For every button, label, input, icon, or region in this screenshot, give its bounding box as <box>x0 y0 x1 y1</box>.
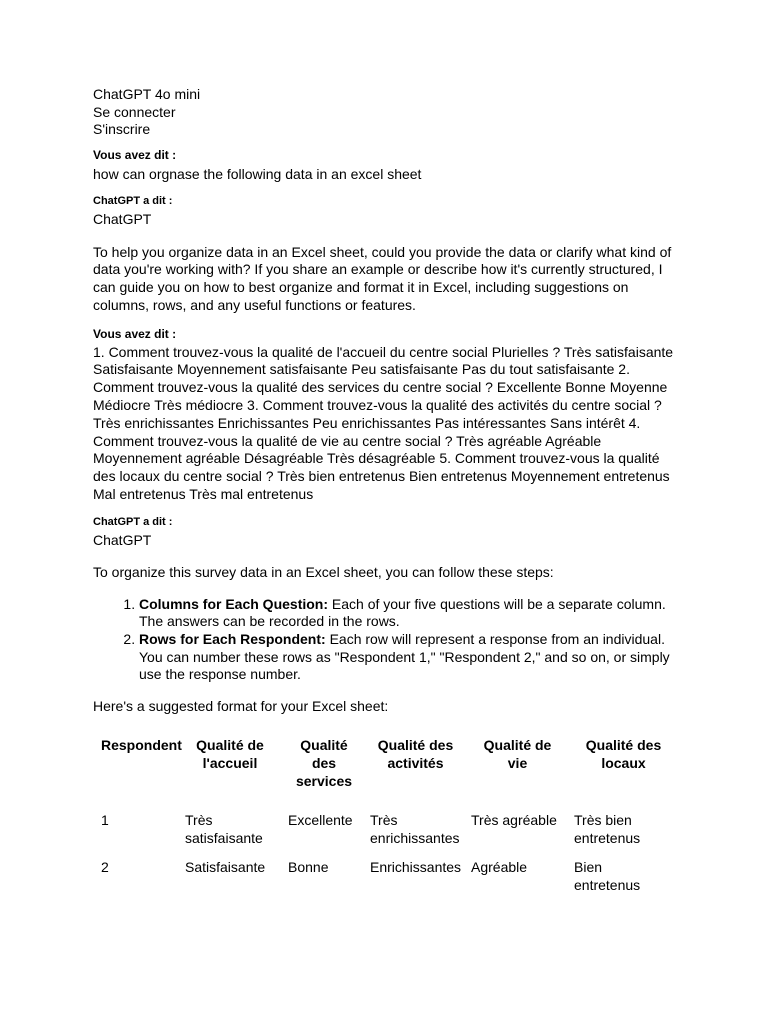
column-header: Qualité des activités <box>377 737 454 771</box>
table-cell: Très bien entretenus <box>574 812 641 846</box>
assistant-label: ChatGPT a dit : <box>93 195 173 207</box>
step-text: Each of your five questions will be a separate column. The answers can be recorded in the rows. <box>139 595 666 630</box>
survey-table <box>93 737 678 894</box>
table-cell: Agréable <box>471 859 528 876</box>
column-header: Qualité de l'accueil <box>196 737 264 771</box>
table-cell: Très agréable <box>471 812 557 829</box>
table-cell: Très satisfaisante <box>185 812 263 846</box>
user-label: Vous avez dit : <box>93 147 177 162</box>
table-cell: 1 <box>101 812 109 829</box>
table-row <box>93 847 678 894</box>
user-message: how can orgnase the following data in an excel sheet <box>93 165 422 182</box>
table-cell: Satisfaisante <box>185 859 266 876</box>
assistant-intro: To organize this survey data in an Excel sheet, you can follow these steps: <box>93 564 554 581</box>
column-header: Respondent <box>101 737 182 754</box>
assistant-message: To help you organize data in an Excel sheet, could you provide the data or clarify what kind of data you're working with? If you share an example or describe how it's currently structured, I can guide you on how to best organize and format it in Excel, including suggestions on columns, rows, and any useful functions or features. <box>93 243 672 313</box>
signup-link[interactable]: S'inscrire <box>93 121 151 137</box>
assistant-label: ChatGPT a dit : <box>93 515 173 528</box>
list-item <box>139 596 683 631</box>
assistant-name: ChatGPT <box>93 211 152 227</box>
list-item <box>139 631 683 684</box>
table-header-row <box>93 737 678 790</box>
table-cell: Enrichissantes <box>370 859 462 876</box>
table-row <box>93 790 678 847</box>
steps-list <box>93 596 683 684</box>
user-label: Vous avez dit : <box>93 326 177 341</box>
step-text: Each row will represent a response from an individual. You can number these rows as "Respondent 1," "Respondent 2," and so on, or simply use the response number. <box>139 631 670 683</box>
login-link[interactable]: Se connecter <box>93 103 176 120</box>
table-cell: Bonne <box>288 859 329 876</box>
column-header: Qualité des services <box>295 737 353 789</box>
document-page <box>93 86 683 894</box>
table-cell: Bien entretenus <box>574 859 641 893</box>
step-title: Columns for Each Question: <box>139 595 329 612</box>
table-cell: 2 <box>101 859 109 876</box>
table-cell: Excellente <box>288 812 353 829</box>
column-header: Qualité de vie <box>483 737 552 771</box>
table-intro: Here's a suggested format for your Excel sheet: <box>93 697 389 714</box>
column-header: Qualité des locaux <box>585 737 662 771</box>
header <box>93 86 683 139</box>
step-title: Rows for Each Respondent: <box>139 631 326 648</box>
assistant-name: ChatGPT <box>93 531 152 548</box>
app-title: ChatGPT 4o mini <box>93 86 201 102</box>
table-cell: Très enrichissantes <box>370 812 460 846</box>
user-message: 1. Comment trouvez-vous la qualité de l'accueil du centre social Plurielles ? Très satisfaisante Satisfaisante Moyennement satisfaisante Peu satisfaisante Pas du tout satisfaisante 2. Comment trouvez-vous la qualité des services du centre social ? Excellente Bonne Moyenne Médiocre Très médiocre 3. Comment trouvez-vous la qualité des activités du centre social ? Très enrichissantes Enrichissantes Peu enrichissantes Pas intéressantes Sans intérêt 4. Comment trouvez-vous la qualité de vie au centre social ? Très agréable Agréable Moyennement agréable Désagréable Très désagréable 5. Comment trouvez-vous la qualité des locaux du centre social ? Très bien entretenus Bien entretenus Moyennement entretenus Mal entretenus Très mal entretenus <box>93 343 674 503</box>
